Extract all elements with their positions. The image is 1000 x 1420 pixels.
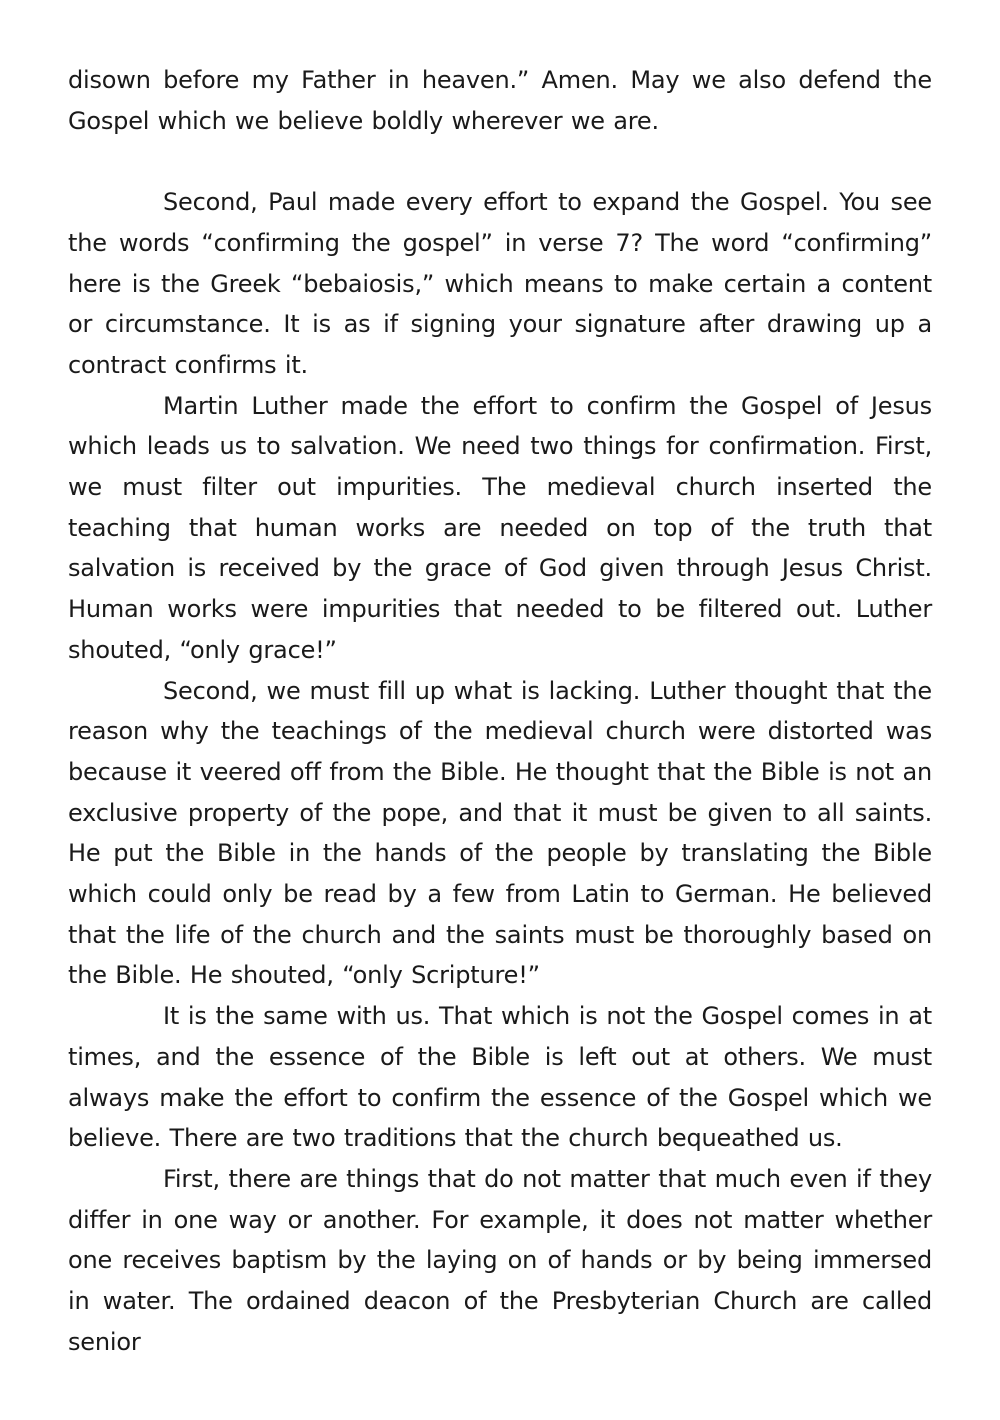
paragraph-continuation: disown before my Father in heaven.” Amen. May we also defend the Gospel which we believe boldly wherever we are. xyxy=(68,66,932,135)
paragraph-second-point: Second, Paul made every effort to expand the Gospel. You see the words “confirming the gospel” in verse 7? The word “confirming” here is the Greek “bebaiosis,” which means to make certain a content or circumstance. It is as if signing your signature after drawing up a contract confirms it. xyxy=(68,188,932,379)
paragraph-fill-lacking: Second, we must fill up what is lacking. Luther thought that the reason why the teachings of the medieval church were distorted was because it veered off from the Bible. He thought that the Bible is not an exclusive property of the pope, and that it must be given to all saints. He put the Bible in the hands of the people by translating the Bible which could only be read by a few from Latin to German. He believed that the life of the church and the saints must be thoroughly based on the Bible. He shouted, “only Scripture!” xyxy=(68,676,932,990)
paragraph-same-with-us: It is the same with us. That which is not the Gospel comes in at times, and the essence of the Bible is left out at others. We must always make the effort to confirm the essence of the Gospel which we believe. There are two traditions that the church bequeathed us. xyxy=(68,1002,932,1153)
paragraph-martin-luther: Martin Luther made the effort to confirm the Gospel of Jesus which leads us to salvation. We need two things for confirmation. First, we must filter out impurities. The medieval church inserted the teaching that human works are needed on top of the truth that salvation is received by the grace of God given through Jesus Christ. Human works were impurities that needed to be filtered out. Luther shouted, “only grace!” xyxy=(68,391,932,664)
document-body xyxy=(68,60,932,1362)
paragraph-traditions-first: First, there are things that do not matter that much even if they differ in one way or another. For example, it does not matter whether one receives baptism by the laying on of hands or by being immersed in water. The ordained deacon of the Presbyterian Church are called senior xyxy=(68,1164,932,1356)
